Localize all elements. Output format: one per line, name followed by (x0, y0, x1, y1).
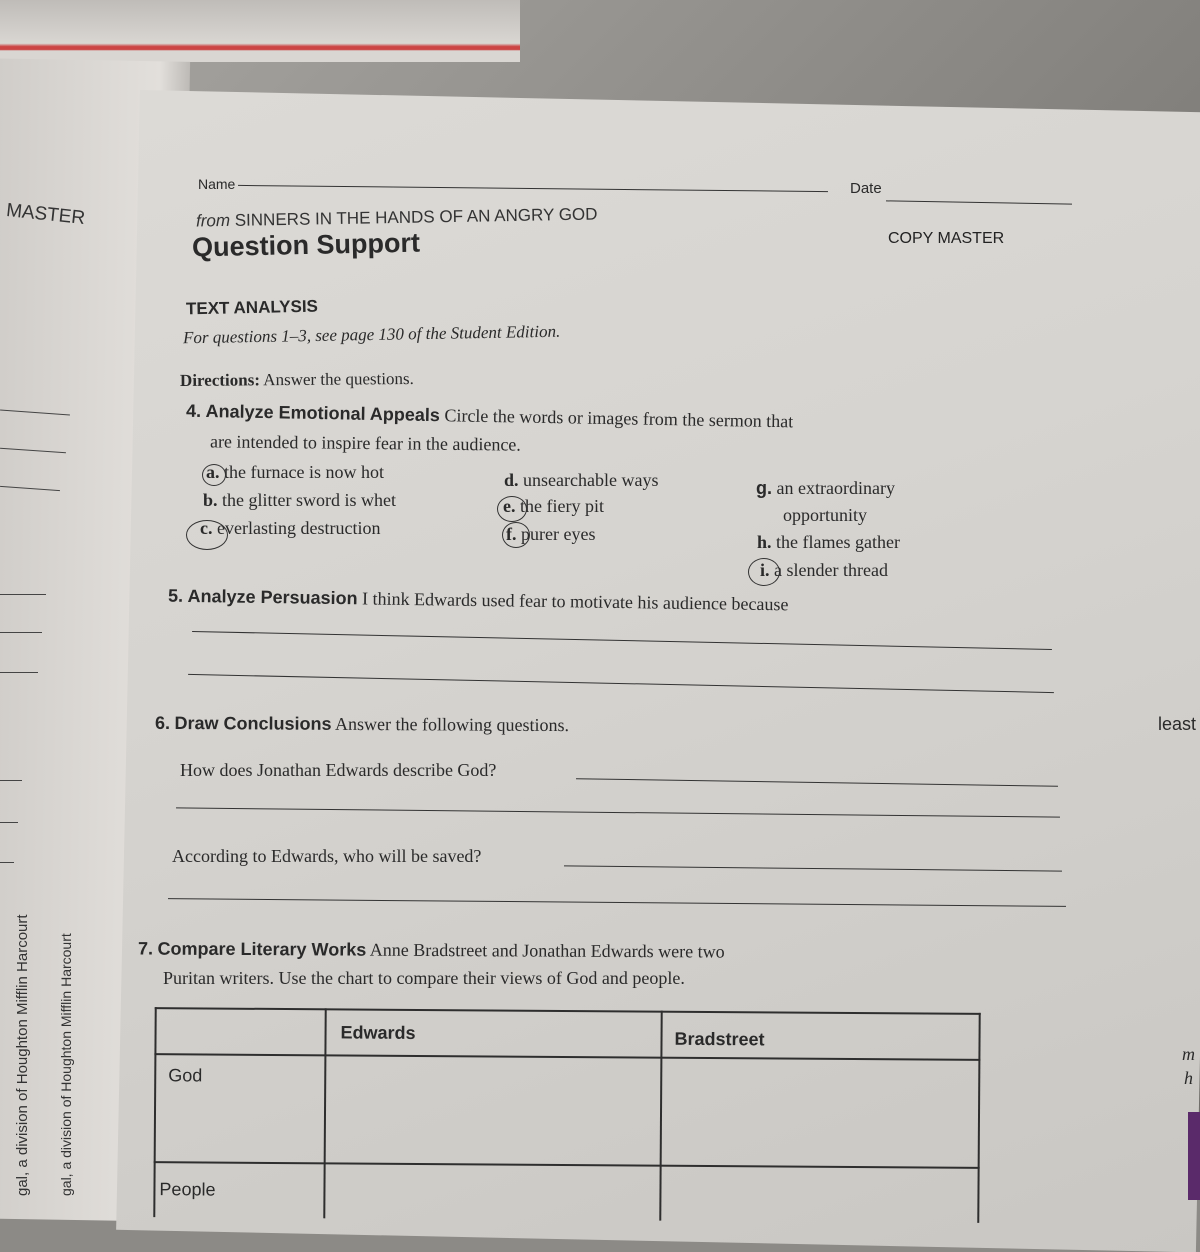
from-prefix: from (195, 210, 231, 231)
section-heading: TEXT ANALYSIS (185, 296, 319, 319)
q6-prompt: Answer the following questions. (335, 713, 570, 736)
background-book-edge (0, 0, 520, 62)
left-page-rule (0, 780, 22, 781)
option-h[interactable] (757, 532, 900, 553)
option-text: unsearchable ways (523, 470, 659, 490)
option-a[interactable] (206, 462, 384, 483)
left-page-rule (0, 672, 38, 673)
column-header-edwards: Edwards (340, 1022, 416, 1043)
option-text: a slender thread (774, 560, 888, 580)
option-c-circle (186, 520, 228, 550)
left-page-rule (0, 822, 18, 823)
directions-label: Directions: (179, 370, 261, 391)
right-page-fragment: h (1184, 1068, 1193, 1088)
purple-page-edge (1188, 1112, 1200, 1200)
copyright-spine-text: gal, a division of Houghton Mifflin Harcourt (58, 933, 74, 1196)
option-i-circle (748, 558, 780, 586)
q6-heading: Draw Conclusions (174, 713, 332, 734)
cell-bradstreet-god[interactable] (662, 1059, 979, 1167)
question-7 (138, 938, 725, 962)
cell-edwards-god[interactable] (326, 1056, 661, 1164)
q6-subquestion-a: How does Jonathan Edwards describe God? (180, 760, 497, 780)
work-title-text: SINNERS IN THE HANDS OF AN ANGRY GOD (234, 204, 598, 230)
q6-number: 6. (154, 712, 171, 733)
option-letter: h. (757, 532, 772, 552)
option-letter: i. (760, 560, 770, 580)
q5-prompt: I think Edwards used fear to motivate his audience because (361, 588, 789, 615)
option-letter: d. (504, 470, 519, 490)
option-letter: g. (756, 478, 772, 498)
q7-prompt: Anne Bradstreet and Jonathan Edwards were two (369, 939, 725, 962)
table-border-left (153, 1007, 156, 1217)
option-a-circle (202, 464, 226, 486)
option-letter: b. (203, 490, 218, 510)
q5-heading: Analyze Persuasion (187, 585, 358, 609)
option-letter: e. (503, 496, 516, 516)
q7-number: 7. (137, 938, 154, 959)
option-letter: c. (200, 518, 213, 538)
option-d[interactable] (504, 470, 658, 491)
option-text: purer eyes (521, 524, 596, 544)
q4-prompt: Circle the words or images from the sermon that (444, 405, 794, 432)
left-page-master-label: MASTER (5, 199, 87, 230)
q7-heading: Compare Literary Works (157, 938, 367, 960)
option-text: the flames gather (776, 532, 900, 552)
right-page-fragment: m (1182, 1044, 1195, 1064)
directions (180, 369, 414, 391)
right-page-fragment: least (1158, 714, 1197, 734)
q7-prompt-continued: Puritan writers. Use the chart to compare their views of God and people. (163, 968, 685, 988)
column-header-bradstreet: Bradstreet (674, 1028, 765, 1050)
option-text: everlasting destruction (217, 518, 381, 538)
option-letter: a. (206, 462, 220, 482)
left-page-rule (0, 594, 46, 595)
option-g-continued: opportunity (783, 505, 867, 525)
option-text: the fiery pit (520, 496, 604, 516)
copy-master-label: COPY MASTER (888, 230, 1005, 247)
option-letter: f. (506, 524, 517, 544)
question-6 (155, 713, 569, 736)
date-label: Date (850, 180, 882, 197)
option-text: the glitter sword is whet (222, 490, 396, 510)
option-b[interactable] (203, 490, 396, 511)
option-e-circle (497, 496, 527, 522)
option-text: the furnace is now hot (224, 462, 384, 482)
option-text: an extraordinary (776, 478, 895, 498)
cell-bradstreet-people[interactable] (661, 1167, 977, 1223)
row-label-people: People (159, 1179, 216, 1200)
cell-edwards-people[interactable] (325, 1164, 659, 1220)
copyright-spine-text: gal, a division of Houghton Mifflin Harcourt (14, 914, 31, 1196)
section-note: For questions 1–3, see page 130 of the Student Edition. (182, 321, 561, 348)
q4-prompt-continued: are intended to inspire fear in the audience. (209, 431, 521, 455)
q4-number: 4. (185, 400, 202, 421)
left-page-rule (0, 632, 42, 633)
option-g[interactable] (756, 478, 895, 499)
row-label-god: God (168, 1065, 203, 1086)
q4-heading: Analyze Emotional Appeals (205, 401, 441, 426)
option-f-circle (502, 522, 530, 548)
page-title: Question Support (191, 227, 421, 263)
q6-subquestion-b: According to Edwards, who will be saved? (172, 846, 482, 866)
left-page-rule (0, 862, 14, 863)
q5-number: 5. (167, 585, 184, 606)
directions-text: Answer the questions. (263, 368, 414, 390)
name-label: Name (198, 176, 236, 192)
comparison-table (153, 1007, 980, 1223)
